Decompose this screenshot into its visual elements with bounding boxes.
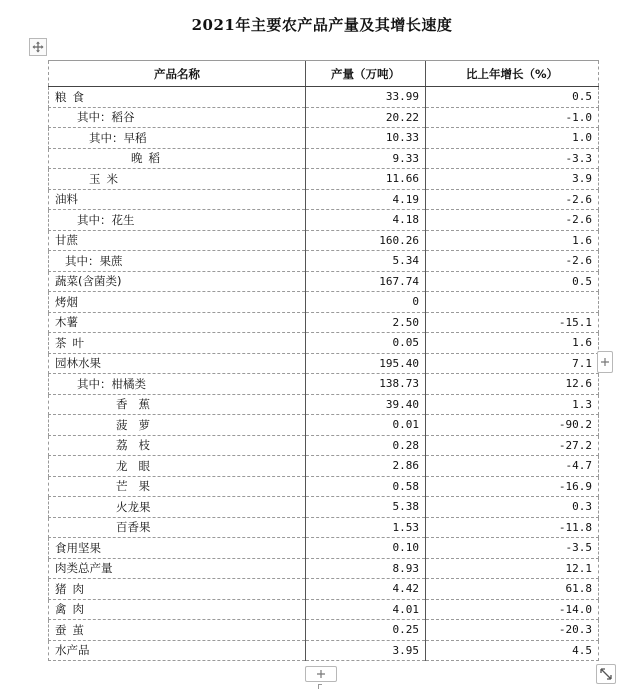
row-growth-cell[interactable]: 12.1	[426, 558, 599, 579]
row-name-cell[interactable]: 晚稻	[49, 148, 306, 169]
row-growth-cell[interactable]: -2.6	[426, 251, 599, 272]
table-row	[49, 456, 599, 477]
row-growth-cell[interactable]: 7.1	[426, 353, 599, 374]
row-name-cell[interactable]: 园林水果	[49, 353, 306, 374]
table-row	[49, 210, 599, 231]
row-volume-cell[interactable]: 9.33	[306, 148, 426, 169]
table-header-row	[49, 61, 599, 87]
row-volume-cell[interactable]: 4.42	[306, 579, 426, 600]
row-volume-cell[interactable]: 4.01	[306, 599, 426, 620]
row-name-cell[interactable]: 烤烟	[49, 292, 306, 313]
plus-icon	[316, 669, 326, 679]
row-growth-cell[interactable]: -4.7	[426, 456, 599, 477]
row-growth-cell[interactable]	[426, 292, 599, 313]
row-name-cell[interactable]: 木薯	[49, 312, 306, 333]
row-name-cell[interactable]: 粮食	[49, 87, 306, 108]
table-row	[49, 353, 599, 374]
table-row	[49, 148, 599, 169]
row-growth-cell[interactable]: -15.1	[426, 312, 599, 333]
table-row	[49, 517, 599, 538]
row-volume-cell[interactable]: 0	[306, 292, 426, 313]
row-growth-cell[interactable]: 3.9	[426, 169, 599, 190]
table-row	[49, 312, 599, 333]
row-growth-cell[interactable]: -11.8	[426, 517, 599, 538]
plus-icon	[600, 357, 610, 367]
row-name-cell[interactable]: 芒果	[49, 476, 306, 497]
row-growth-cell[interactable]: 1.6	[426, 333, 599, 354]
row-name-cell[interactable]: 甘蔗	[49, 230, 306, 251]
row-name-cell[interactable]: 蚕茧	[49, 620, 306, 641]
row-growth-cell[interactable]: 1.0	[426, 128, 599, 149]
row-volume-cell[interactable]: 0.25	[306, 620, 426, 641]
row-volume-cell[interactable]: 10.33	[306, 128, 426, 149]
row-volume-cell[interactable]: 4.18	[306, 210, 426, 231]
header-volume[interactable]: 产量（万吨）	[306, 61, 426, 87]
row-growth-cell[interactable]: 4.5	[426, 640, 599, 661]
resize-diagonal-icon	[599, 667, 613, 681]
row-volume-cell[interactable]: 160.26	[306, 230, 426, 251]
row-volume-cell[interactable]: 8.93	[306, 558, 426, 579]
table-row	[49, 415, 599, 436]
row-name-cell[interactable]: 其中：早稻	[49, 128, 306, 149]
row-name-cell[interactable]: 火龙果	[49, 497, 306, 518]
row-name-cell[interactable]: 茶叶	[49, 333, 306, 354]
table-row	[49, 640, 599, 661]
row-name-cell[interactable]: 蔬菜(含菌类)	[49, 271, 306, 292]
table-row	[49, 497, 599, 518]
row-volume-cell[interactable]: 0.01	[306, 415, 426, 436]
table-resize-handle[interactable]	[596, 664, 616, 684]
table-row	[49, 333, 599, 354]
row-volume-cell[interactable]: 1.53	[306, 517, 426, 538]
row-growth-cell[interactable]: -3.5	[426, 538, 599, 559]
row-volume-cell[interactable]: 2.50	[306, 312, 426, 333]
add-row-button[interactable]	[305, 666, 337, 682]
row-name-cell[interactable]: 荔枝	[49, 435, 306, 456]
row-name-cell[interactable]: 其中：稻谷	[49, 107, 306, 128]
table-row	[49, 128, 599, 149]
row-growth-cell[interactable]: -90.2	[426, 415, 599, 436]
table-row	[49, 292, 599, 313]
row-name-cell[interactable]: 油料	[49, 189, 306, 210]
row-growth-cell[interactable]: -1.0	[426, 107, 599, 128]
table-row	[49, 87, 599, 108]
row-volume-cell[interactable]: 2.86	[306, 456, 426, 477]
row-volume-cell[interactable]: 33.99	[306, 87, 426, 108]
row-name-cell[interactable]: 肉类总产量	[49, 558, 306, 579]
row-volume-cell[interactable]: 195.40	[306, 353, 426, 374]
production-table	[48, 60, 599, 661]
row-volume-cell[interactable]: 0.10	[306, 538, 426, 559]
row-growth-cell[interactable]: 0.5	[426, 87, 599, 108]
row-name-cell[interactable]: 水产品	[49, 640, 306, 661]
row-name-cell[interactable]: 禽肉	[49, 599, 306, 620]
add-column-button[interactable]	[597, 351, 613, 373]
row-growth-cell[interactable]: -16.9	[426, 476, 599, 497]
row-name-cell[interactable]: 其中：果蔗	[49, 251, 306, 272]
row-volume-cell[interactable]: 167.74	[306, 271, 426, 292]
row-name-cell[interactable]: 食用坚果	[49, 538, 306, 559]
table-row	[49, 435, 599, 456]
table-row	[49, 251, 599, 272]
row-volume-cell[interactable]: 20.22	[306, 107, 426, 128]
header-product-name[interactable]: 产品名称	[49, 61, 306, 87]
row-volume-cell[interactable]: 4.19	[306, 189, 426, 210]
row-name-cell[interactable]: 香蕉	[49, 394, 306, 415]
row-name-cell[interactable]: 菠萝	[49, 415, 306, 436]
table-row	[49, 107, 599, 128]
row-volume-cell[interactable]: 0.58	[306, 476, 426, 497]
row-name-cell[interactable]: 龙眼	[49, 456, 306, 477]
table-row	[49, 271, 599, 292]
table-move-handle[interactable]	[29, 38, 47, 56]
row-growth-cell[interactable]: 61.8	[426, 579, 599, 600]
row-volume-cell[interactable]: 5.34	[306, 251, 426, 272]
row-volume-cell[interactable]: 39.40	[306, 394, 426, 415]
row-volume-cell[interactable]: 138.73	[306, 374, 426, 395]
row-growth-cell[interactable]: -2.6	[426, 189, 599, 210]
row-name-cell[interactable]: 猪肉	[49, 579, 306, 600]
move-arrows-icon	[32, 41, 44, 53]
row-growth-cell[interactable]: 12.6	[426, 374, 599, 395]
row-volume-cell[interactable]: 11.66	[306, 169, 426, 190]
table-row	[49, 169, 599, 190]
row-growth-cell[interactable]: -2.6	[426, 210, 599, 231]
table-row	[49, 558, 599, 579]
row-volume-cell[interactable]: 5.38	[306, 497, 426, 518]
corner-tick	[318, 684, 322, 689]
table-row	[49, 538, 599, 559]
header-growth[interactable]: 比上年增长（%）	[426, 61, 599, 87]
table-row	[49, 620, 599, 641]
row-volume-cell[interactable]: 0.05	[306, 333, 426, 354]
table-row	[49, 599, 599, 620]
table-row	[49, 374, 599, 395]
row-growth-cell[interactable]: 0.5	[426, 271, 599, 292]
row-growth-cell[interactable]: -20.3	[426, 620, 599, 641]
row-name-cell[interactable]: 百香果	[49, 517, 306, 538]
table-title: 2021年主要农产品产量及其增长速度	[191, 16, 453, 34]
row-growth-cell[interactable]: 1.6	[426, 230, 599, 251]
row-growth-cell[interactable]: 1.3	[426, 394, 599, 415]
table-row	[49, 579, 599, 600]
table-row	[49, 476, 599, 497]
row-name-cell[interactable]: 玉米	[49, 169, 306, 190]
row-growth-cell[interactable]: -3.3	[426, 148, 599, 169]
row-name-cell[interactable]: 其中：柑橘类	[49, 374, 306, 395]
row-volume-cell[interactable]: 3.95	[306, 640, 426, 661]
table-row	[49, 189, 599, 210]
table-row	[49, 230, 599, 251]
row-growth-cell[interactable]: -14.0	[426, 599, 599, 620]
row-growth-cell[interactable]: 0.3	[426, 497, 599, 518]
row-volume-cell[interactable]: 0.28	[306, 435, 426, 456]
row-name-cell[interactable]: 其中：花生	[49, 210, 306, 231]
row-growth-cell[interactable]: -27.2	[426, 435, 599, 456]
table-row	[49, 394, 599, 415]
